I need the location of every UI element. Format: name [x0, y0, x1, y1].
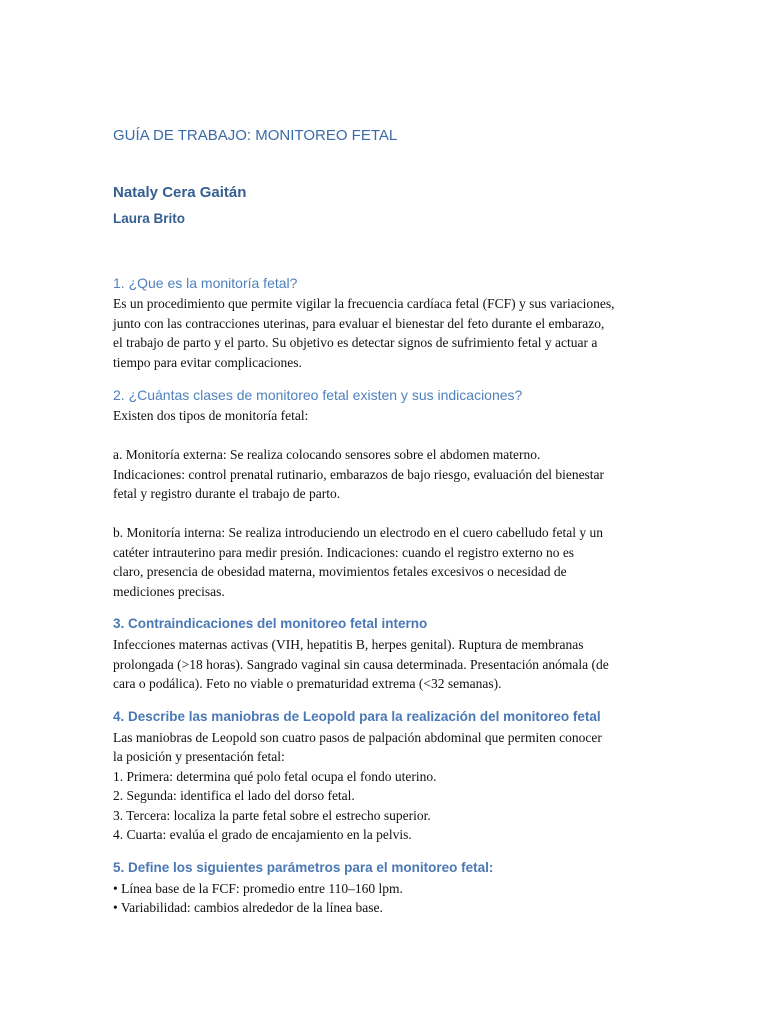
section-body-3 — [113, 635, 658, 694]
list-item: • Línea base de la FCF: promedio entre 110–160 lpm. — [113, 880, 403, 896]
section-body-4 — [113, 728, 658, 845]
blank-line — [113, 504, 658, 524]
paragraph-line: catéter intrauterino para medir presión. Indicaciones: cuando el registro externo no es — [113, 544, 575, 560]
paragraph-line: prolongada (>18 horas). Sangrado vaginal sin causa determinada. Presentación anómala (de — [113, 656, 609, 672]
document-content — [113, 124, 658, 918]
paragraph-line: Indicaciones: control prenatal rutinario, embarazos de bajo riesgo, evaluación del bienestar — [113, 466, 605, 482]
section-heading-3: 3. Contraindicaciones del monitoreo fetal interno — [113, 616, 428, 631]
list-item: 4. Cuarta: evalúa el grado de encajamiento en la pelvis. — [113, 827, 412, 842]
author-name-primary: Nataly Cera Gaitán — [113, 184, 247, 201]
paragraph-line: fetal y registro durante el trabajo de parto. — [113, 486, 341, 501]
paragraph-line: tiempo para evitar complicaciones. — [113, 354, 302, 370]
list-item: 2. Segunda: identifica el lado del dorso fetal. — [113, 788, 355, 803]
paragraph-line: el trabajo de parto y el parto. Su objetivo es detectar signos de sufrimiento fetal y actuar a — [113, 335, 598, 350]
author-name-secondary: Laura Brito — [113, 211, 186, 226]
paragraph-line: mediciones precisas. — [113, 583, 225, 599]
document-title: GUÍA DE TRABAJO: MONITOREO FETAL — [113, 127, 398, 144]
section-heading-4: 4. Describe las maniobras de Leopold para la realización del monitoreo fetal — [113, 708, 601, 724]
paragraph-line: Es un procedimiento que permite vigilar la frecuencia cardíaca fetal (FCF) y sus variaciones, — [113, 296, 615, 311]
list-item: 3. Tercera: localiza la parte fetal sobre el estrecho superior. — [113, 807, 431, 823]
paragraph-line: a. Monitoría externa: Se realiza colocando sensores sobre el abdomen materno. — [113, 447, 541, 462]
paragraph-line: claro, presencia de obesidad materna, movimientos fetales excesivos o necesidad de — [113, 564, 567, 579]
paragraph-line: Existen dos tipos de monitoría fetal: — [113, 408, 309, 423]
paragraph-line: cara o podálica). Feto no viable o prematuridad extrema (<32 semanas). — [113, 676, 502, 691]
section-heading-5: 5. Define los siguientes parámetros para el monitoreo fetal: — [113, 859, 494, 875]
paragraph-line: Las maniobras de Leopold son cuatro pasos de palpación abdominal que permiten conocer — [113, 729, 602, 745]
list-item: • Variabilidad: cambios alrededor de la línea base. — [113, 900, 383, 915]
section-heading-1: 1. ¿Que es la monitoría fetal? — [113, 275, 298, 291]
section-body-2 — [113, 406, 658, 601]
paragraph-line: la posición y presentación fetal: — [113, 749, 285, 764]
section-body-1 — [113, 294, 658, 372]
section-heading-2: 2. ¿Cuántas clases de monitoreo fetal existen y sus indicaciones? — [113, 387, 523, 403]
paragraph-line: junto con las contracciones uterinas, para evaluar el bienestar del feto durante el embarazo, — [113, 315, 605, 331]
section-body-5 — [113, 879, 658, 918]
blank-line — [113, 426, 658, 446]
paragraph-line: Infecciones maternas activas (VIH, hepatitis B, herpes genital). Ruptura de membranas — [113, 637, 584, 652]
list-item: 1. Primera: determina qué polo fetal ocupa el fondo uterino. — [113, 768, 437, 784]
paragraph-line: b. Monitoría interna: Se realiza introduciendo un electrodo en el cuero cabelludo fetal y un — [113, 525, 603, 540]
